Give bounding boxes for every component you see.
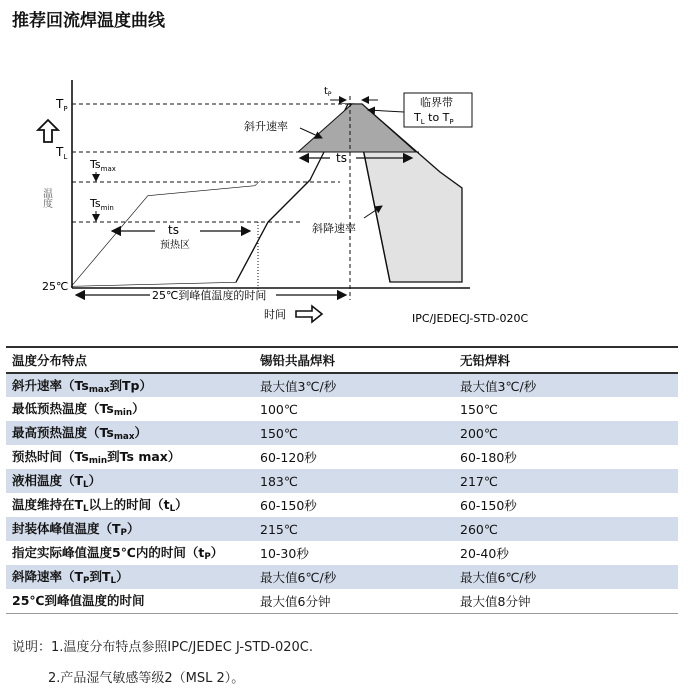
ramp-up-label: 斜升速率 — [244, 120, 288, 133]
cell-pb-free: 260℃ — [454, 517, 678, 541]
cell-sn-pb: 215℃ — [254, 517, 454, 541]
cell-feature: 斜降速率（$T_P$到$T_L$） — [6, 565, 254, 589]
cell-feature: 25℃到峰值温度的时间 — [6, 589, 254, 613]
table-row — [6, 589, 678, 613]
cell-feature: 封装体峰值温度$(T_P)$ — [6, 517, 254, 541]
cell-feature: 液相温度$(T_L)$ — [6, 469, 254, 493]
table-row — [6, 517, 678, 541]
cell-sn-pb: 60-150秒 — [260, 498, 317, 513]
standard-reference: IPC/JEDECJ-STD-020C — [412, 312, 529, 325]
critical-zone-range: $T_L$ to $T_P$ — [414, 111, 454, 126]
cell-pb-free: 最大值6℃/秒 — [454, 565, 678, 589]
cell-sn-pb: 最大值6分钟 — [254, 589, 454, 613]
cell-pb-free: 217℃ — [454, 469, 678, 493]
table-row — [6, 421, 678, 445]
label-tl: $T_L$ — [56, 145, 68, 161]
cell-feature: 指定实际峰值温度5℃内的时间$(t_P)$ — [12, 545, 224, 563]
table-row — [6, 373, 678, 397]
cell-pb-free: 60-150秒 — [460, 498, 517, 513]
page-title: 推荐回流焊温度曲线 — [12, 11, 165, 31]
time-right-arrow — [296, 306, 322, 322]
table-row — [6, 493, 678, 517]
cell-feature: 最高预热温度$(Ts_{max})$ — [6, 421, 254, 445]
critical-zone-title: 临界带 — [420, 96, 453, 109]
table-row — [6, 445, 678, 469]
x-axis-label: 时间 — [264, 308, 286, 321]
cell-feature: 温度维持在$T_L$以上的时间$(t_L)$ — [12, 497, 188, 515]
cell-sn-pb: 10-30秒 — [260, 546, 309, 561]
cell-sn-pb: 183℃ — [254, 469, 454, 493]
cell-sn-pb: 100℃ — [260, 401, 298, 417]
label-25c: 25℃ — [42, 280, 69, 293]
critical-zone-pointer — [368, 110, 404, 112]
table-row — [6, 541, 678, 565]
note-2: 2.产品湿气敏感等级2（MSL 2）。 — [48, 671, 245, 686]
table-row — [6, 469, 678, 493]
temperature-up-arrow — [38, 120, 58, 142]
cell-pb-free: 20-40秒 — [460, 546, 509, 561]
header-sn-pb: 锡铅共晶焊料 — [254, 347, 454, 373]
label-tp-time: $t_P$ — [324, 86, 332, 98]
header-profile-feature: 温度分布特点 — [6, 347, 254, 373]
cell-pb-free: 最大值3℃/秒 — [454, 373, 678, 397]
preheat-ts-label: ts — [168, 223, 179, 237]
cell-pb-free: 200℃ — [454, 421, 678, 445]
cell-feature: 斜升速率（$Ts_{max}$到Tp） — [6, 373, 254, 397]
header-pb-free: 无铅焊料 — [454, 347, 678, 373]
cell-feature: 最低预热温度$(Ts_{min})$ — [12, 401, 145, 419]
label-tsmax: $Ts_{max}$ — [90, 158, 116, 173]
cell-sn-pb: 最大值3℃/秒 — [254, 373, 454, 397]
note-1: 说明：1.温度分布特点参照IPC/JEDEC J-STD-020C. — [12, 640, 313, 655]
ramp-down-label: 斜降速率 — [312, 222, 356, 235]
table-header-row — [6, 347, 678, 373]
cell-sn-pb: 最大值6℃/秒 — [254, 565, 454, 589]
cell-pb-free: 150℃ — [460, 401, 498, 417]
label-tsmin: $Ts_{min}$ — [90, 197, 114, 212]
label-tp: $T_P$ — [56, 97, 68, 113]
table-row — [6, 397, 678, 421]
reflow-spec-table — [6, 346, 678, 614]
time-to-peak-label: 25℃到峰值温度的时间 — [152, 289, 267, 302]
cell-pb-free: 60-180秒 — [460, 450, 517, 465]
cell-sn-pb: 150℃ — [254, 421, 454, 445]
cell-feature: 预热时间（$Ts_{min}$到Ts max） — [12, 449, 181, 467]
cell-sn-pb: 60-120秒 — [260, 450, 317, 465]
tl-ts-label: ts — [336, 151, 347, 165]
preheat-zone-label: 预热区 — [160, 240, 190, 251]
y-axis-label: 温度 — [40, 188, 52, 208]
table-row — [6, 565, 678, 589]
reflow-profile-diagram — [0, 80, 688, 332]
cell-pb-free: 最大值8分钟 — [454, 589, 678, 613]
